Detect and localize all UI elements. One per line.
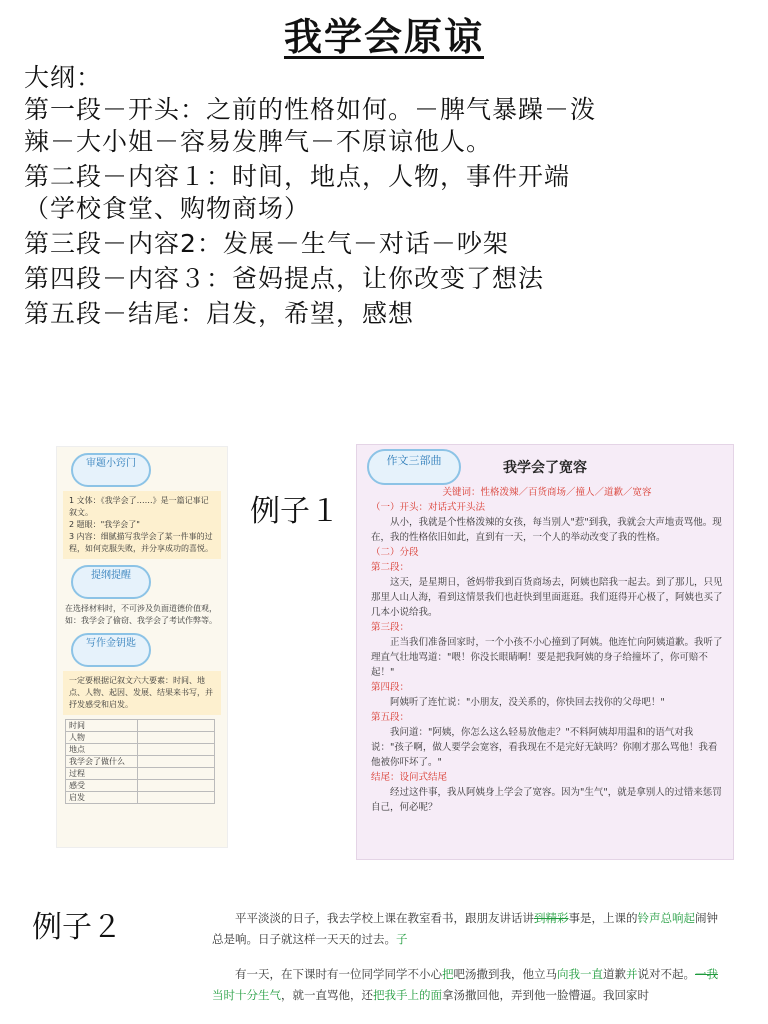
example-essay-image (356, 444, 734, 860)
table-cell: 启发 (66, 792, 138, 804)
table-row (66, 744, 215, 756)
guide-text: 2 题眼："我学会了" (69, 520, 140, 529)
outline-table (65, 719, 215, 804)
outline-line: 第三段－内容2：发展－生气－对话－吵架 (24, 229, 509, 258)
outline-line: 第五段－结尾：启发，希望，感想 (24, 299, 415, 328)
essay-paragraph: 我问道："阿姨，你怎么这么轻易放他走？"不料阿姨却用温和的语气对我说："孩子啊，做人要学会宽容，看我现在不是完好无缺吗？你刚才那么骂他！我看他被你吓坏了。" (371, 727, 718, 768)
paragraph-label: 第三段： (371, 622, 410, 633)
guide-box: 一定要根据记叙文六大要素：时间、地点、人物、起因、发展、结果来书写，并抒发感受和启发。 (63, 671, 221, 715)
table-row (66, 792, 215, 804)
table-cell: 我学会了做什么 (66, 756, 138, 768)
table-cell: 感受 (66, 780, 138, 792)
guide-text: 1 文体：《我学会了……》是一篇记事记叙文。 (69, 496, 209, 517)
table-cell: 人物 (66, 732, 138, 744)
guide-text: 在选择材料时，不可涉及负面道德价值观，如：我学会了偷窃、我学会了考试作弊等。 (65, 604, 217, 625)
cloud-label: 作文三部曲 (367, 449, 461, 485)
table-row (66, 732, 215, 744)
table-row (66, 756, 215, 768)
essay-keywords: 关键词：性格泼辣／百货商场／撞人／道歉／宽容 (442, 487, 652, 498)
guide-box (63, 491, 221, 559)
paragraph-label: 第五段： (371, 712, 410, 723)
essay-paragraph: 平平淡淡的日子，我去学校上课在教室看书，跟朋友讲话讲到精彩事是，上课的铃声总响起闹钟总是响。日子就这样一天天的过去。子 (212, 911, 718, 946)
outline-line: 第四段－内容３：爸妈提点，让你改变了想法 (24, 264, 545, 293)
section-heading: 结尾：设问式结尾 (371, 772, 448, 783)
example-guide-image (56, 446, 228, 848)
outline-line: （学校食堂、购物商场） (24, 194, 311, 223)
section-heading: （二）分段 (371, 547, 419, 558)
example-2-label: 例子２ (32, 910, 122, 945)
essay-paragraph: 阿姨听了连忙说："小朋友，没关系的，你快回去找你的父母吧！" (390, 697, 665, 708)
outline (24, 62, 744, 330)
essay-paragraph: 这天，是星期日，爸妈带我到百货商场去，阿姨也陪我一起去。到了那儿，只见那里人山人海，看到这情景我们也赶快到里面逛逛。我们逛得开心极了，阿姨也买了几本小说给我。 (371, 577, 723, 618)
table-row (66, 768, 215, 780)
paragraph-label: 第二段： (371, 562, 410, 573)
table-cell: 时间 (66, 720, 138, 732)
outline-line: 第一段－开头：之前的性格如何。－脾气暴躁－泼 (24, 95, 597, 124)
guide-text: 3 内容：细腻描写我学会了某一件事的过程，如何克服失败，并分享成功的喜悦。 (69, 532, 213, 553)
page-title: 我学会原谅 (283, 15, 484, 59)
table-cell: 过程 (66, 768, 138, 780)
example-1-label: 例子１ (250, 494, 340, 529)
cloud-label: 审题小窍门 (71, 453, 151, 487)
table-row (66, 720, 215, 732)
outline-line: 第二段－内容１：时间，地点，人物，事件开端 (24, 162, 571, 191)
section-heading: （一）开头：对话式开头法 (371, 502, 486, 513)
essay-body (371, 485, 723, 815)
outline-line: 辣－大小姐－容易发脾气－不原谅他人。 (24, 127, 493, 156)
essay-paragraph: 有一天，在下课时有一位同学同学不小心把吧汤撒到我，他立马向我一直道歉并说对不起。一我当时十分生气，就一直骂他，还把我手上的面拿汤撒回他，弄到他一脸懵逼。我回家时 (212, 967, 718, 1002)
paragraph-label: 第四段： (371, 682, 410, 693)
essay-paragraph: 从小，我就是个性格泼辣的女孩，每当别人"惹"到我，我就会大声地责骂他。现在，我的性格依旧如此，直到有一天，一个人的举动改变了我的性格。 (371, 517, 722, 543)
cloud-label: 提纲提醒 (71, 565, 151, 599)
example-2-essay (212, 908, 722, 1020)
essay-paragraph: 正当我们准备回家时，一个小孩不小心撞到了阿姨。他连忙向阿姨道歉。我听了理直气壮地骂道："喂！你没长眼睛啊！要是把我阿姨的身子给撞坏了，你可赔不起！" (371, 637, 723, 678)
table-cell: 地点 (66, 744, 138, 756)
table-row (66, 780, 215, 792)
outline-heading: 大纲： (24, 63, 103, 92)
essay-paragraph: 经过这件事，我从阿姨身上学会了宽容。因为"生气"，就是拿别人的过错来惩罚自己，何必呢？ (371, 787, 722, 813)
cloud-label: 写作金钥匙 (71, 633, 151, 667)
essay-title: 我学会了宽容 (503, 460, 587, 476)
